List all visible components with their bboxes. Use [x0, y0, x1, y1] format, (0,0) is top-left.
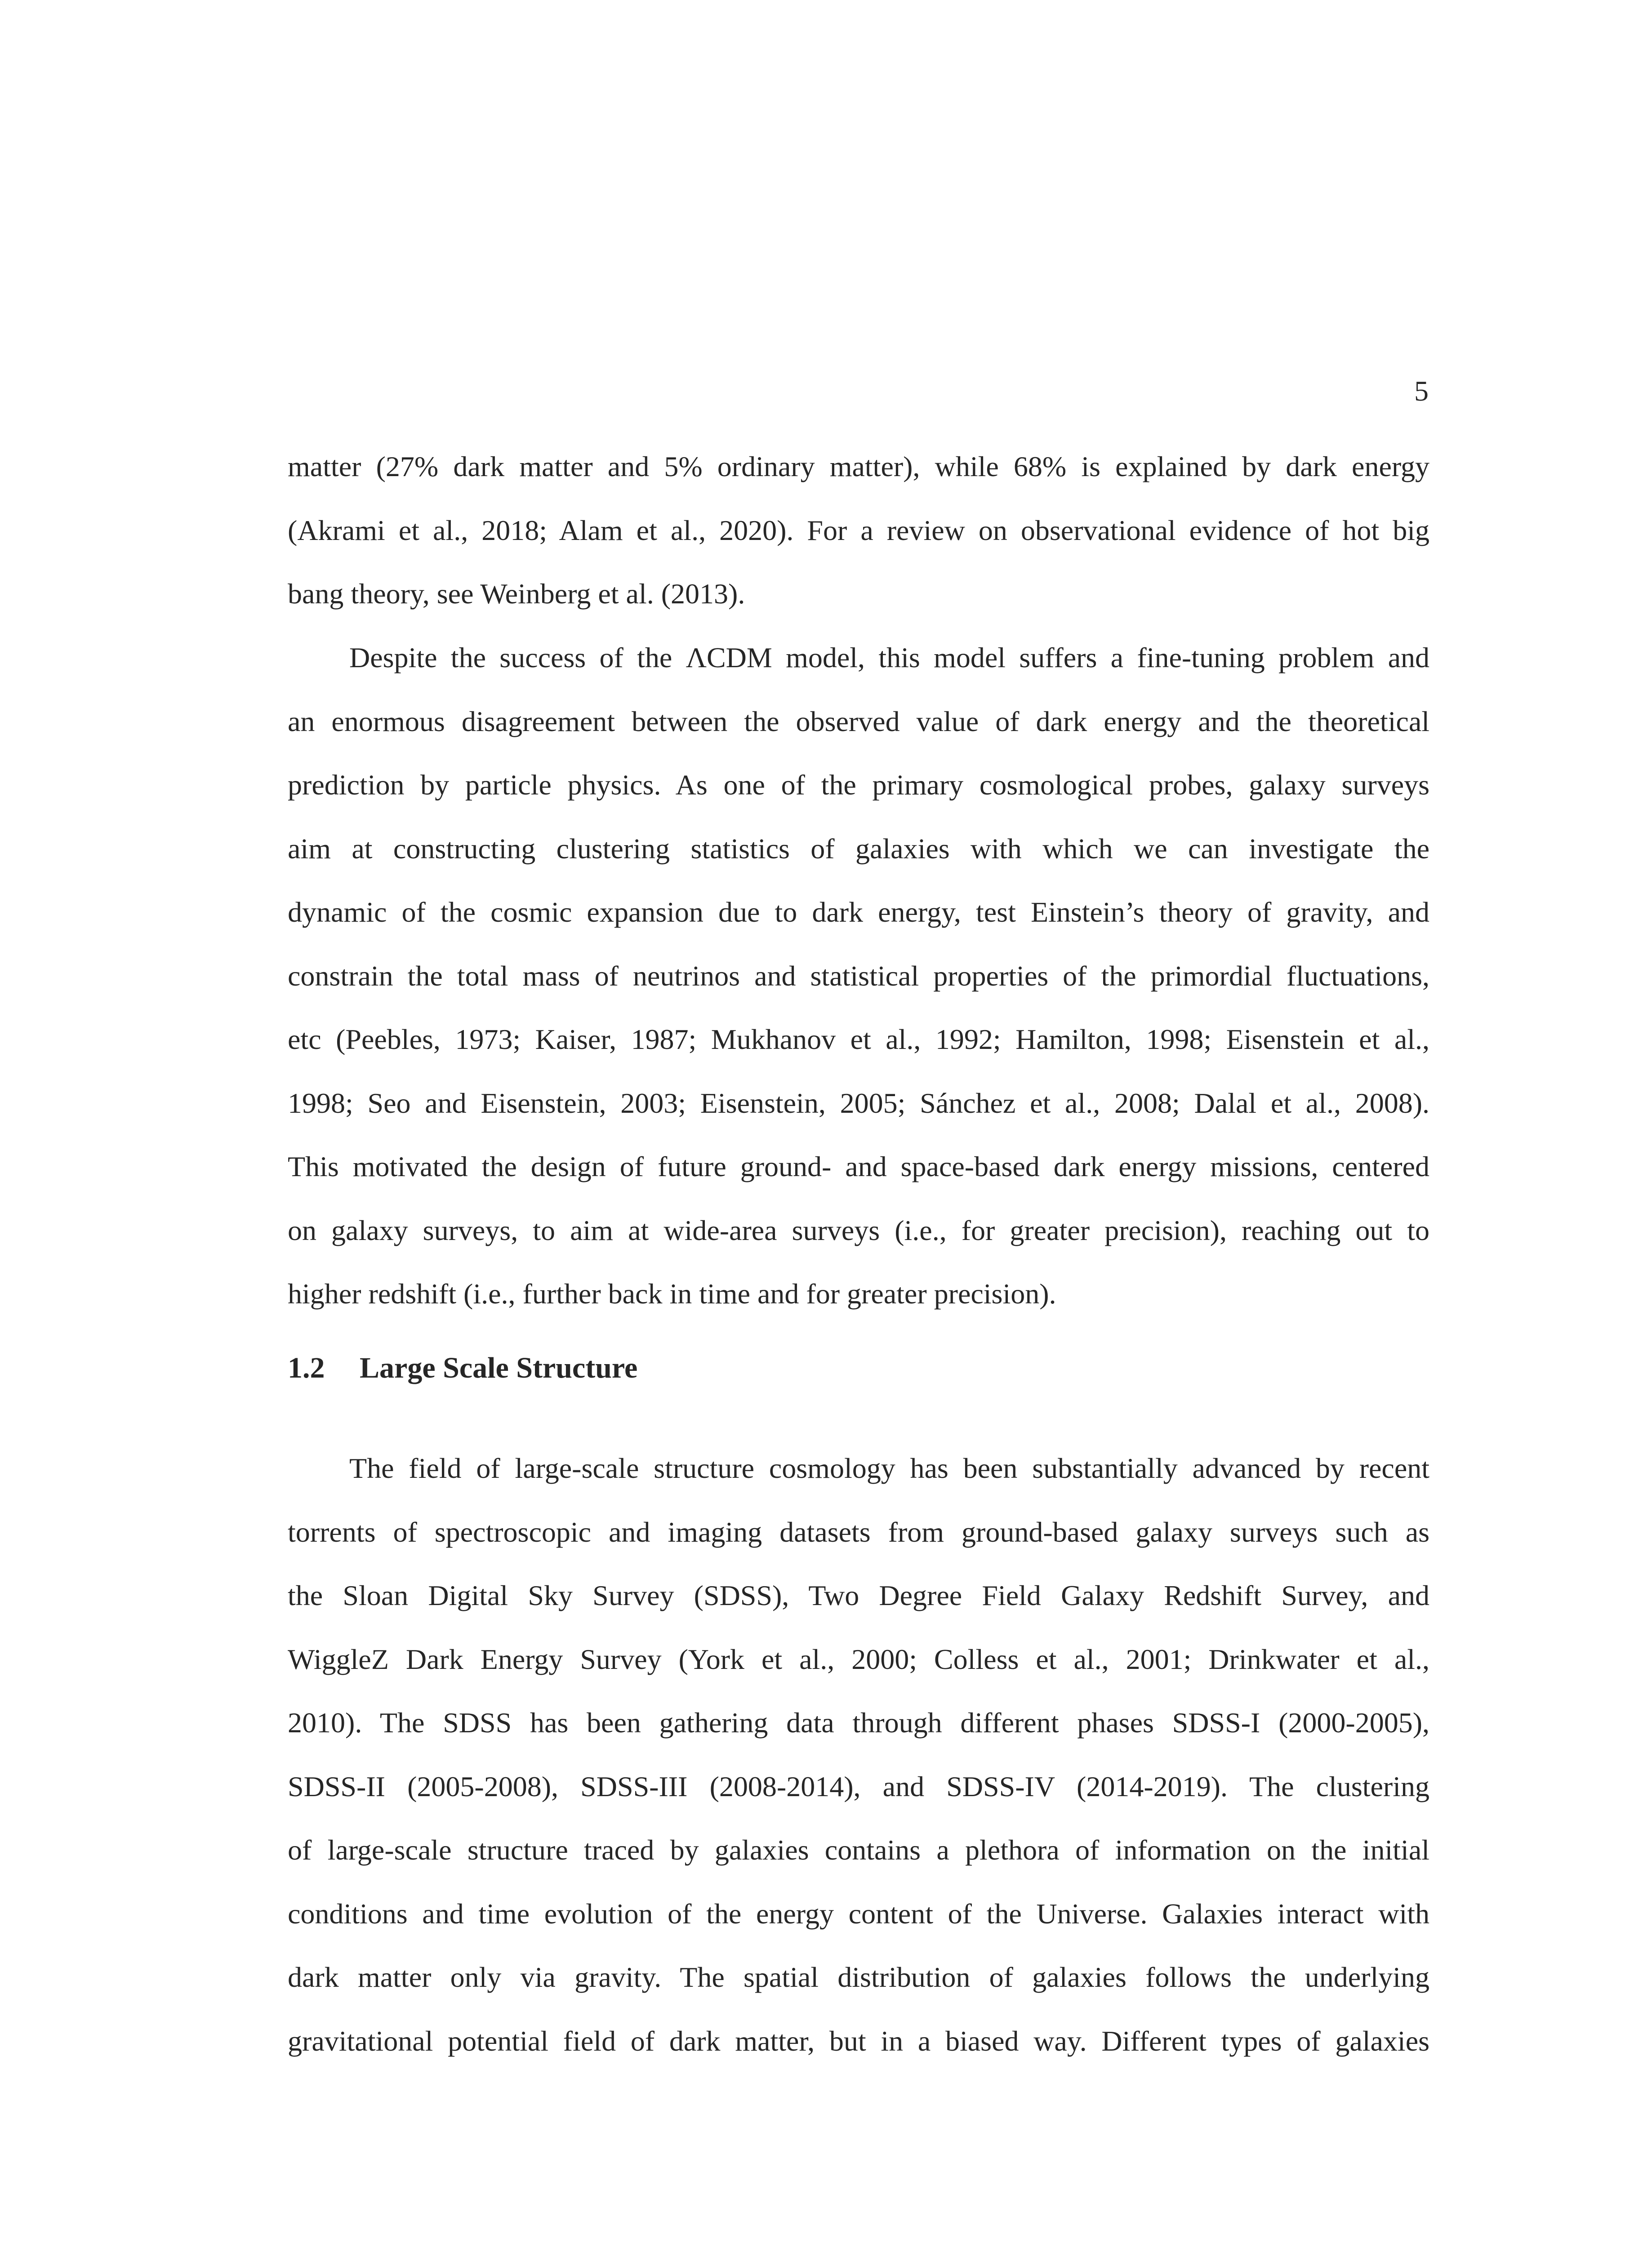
text-line: aim at constructing clustering statistics of galaxies with which we can investigate the — [288, 832, 1429, 865]
section-title: Large Scale Structure — [360, 1351, 638, 1384]
section-number: 1.2 — [288, 1351, 325, 1384]
text-line: dark matter only via gravity. The spatial distribution of galaxies follows the underlying — [288, 1961, 1429, 1993]
text-line: This motivated the design of future ground- and space-based dark energy missions, centered — [288, 1151, 1429, 1182]
text-line: conditions and time evolution of the energy content of the Universe. Galaxies interact with — [288, 1897, 1429, 1930]
text-line: WiggleZ Dark Energy Survey (York et al., 2000; Colless et al., 2001; Drinkwater et al., — [288, 1643, 1429, 1675]
paragraph-intro-continued — [288, 435, 1429, 626]
text-line: Despite the success of the ΛCDM model, this model suffers a fine-tuning problem and — [349, 642, 1429, 674]
text-line: gravitational potential field of dark matter, but in a biased way. Different types of galaxies — [288, 2025, 1429, 2057]
text-line: matter (27% dark matter and 5% ordinary matter), while 68% is explained by dark energy — [288, 450, 1429, 482]
paragraph-lss — [288, 1436, 1429, 2073]
text-line: prediction by particle physics. As one of the primary cosmological probes, galaxy surveys — [288, 769, 1429, 801]
text-line: 1998; Seo and Eisenstein, 2003; Eisenstein, 2005; Sánchez et al., 2008; Dalal et al., 2008). — [288, 1087, 1429, 1119]
text-line: bang theory, see Weinberg et al. (2013). — [288, 578, 745, 610]
text-line: 2010). The SDSS has been gathering data through different phases SDSS-I (2000-2005), — [288, 1707, 1429, 1739]
text-line: higher redshift (i.e., further back in time and for greater precision). — [288, 1278, 1056, 1310]
text-line: (Akrami et al., 2018; Alam et al., 2020). For a review on observational evidence of hot big — [288, 514, 1429, 546]
text-line: the Sloan Digital Sky Survey (SDSS), Two Degree Field Galaxy Redshift Survey, and — [288, 1579, 1429, 1611]
section-heading — [288, 1353, 637, 1383]
text-line: etc (Peebles, 1973; Kaiser, 1987; Mukhanov et al., 1992; Hamilton, 1998; Eisenstein et al., — [288, 1023, 1429, 1055]
paragraph-lcdm — [288, 626, 1429, 1326]
text-line: The field of large-scale structure cosmology has been substantially advanced by recent — [349, 1452, 1429, 1484]
text-line: SDSS-II (2005-2008), SDSS-III (2008-2014), and SDSS-IV (2014-2019). The clustering — [288, 1770, 1429, 1802]
text-line: of large-scale structure traced by galaxies contains a plethora of information on the initial — [288, 1834, 1429, 1866]
text-line: an enormous disagreement between the observed value of dark energy and the theoretical — [288, 705, 1429, 737]
text-line: constrain the total mass of neutrinos and statistical properties of the primordial fluctuations, — [288, 959, 1429, 992]
text-line: dynamic of the cosmic expansion due to dark energy, test Einstein’s theory of gravity, and — [288, 896, 1429, 928]
text-line: torrents of spectroscopic and imaging datasets from ground-based galaxy surveys such as — [288, 1516, 1429, 1548]
text-line: on galaxy surveys, to aim at wide-area surveys (i.e., for greater precision), reaching out to — [288, 1214, 1429, 1246]
page-number: 5 — [1414, 375, 1429, 407]
